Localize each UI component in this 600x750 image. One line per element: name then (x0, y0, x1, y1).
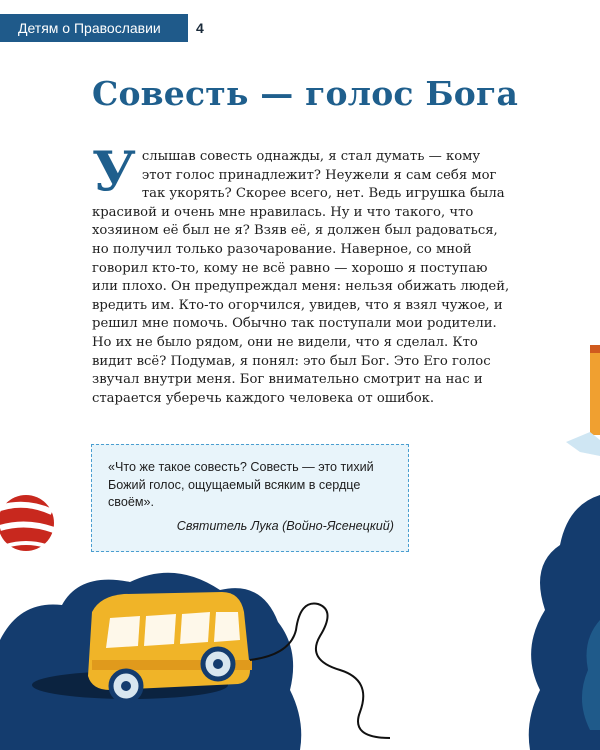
section-title: Детям о Православии (18, 20, 161, 36)
navy-cloud-shapes (0, 495, 600, 750)
quote-text: «Что же такое совесть? Совесть — это тихий Божий голос, ощущаемый всяким в сердце своём». (108, 460, 374, 509)
pencil-illustration (590, 345, 600, 435)
page-title: Совесть — голос Бога (92, 74, 519, 113)
drop-cap: У (92, 139, 136, 203)
ball-illustration (0, 495, 54, 551)
page-number: 4 (196, 20, 204, 36)
ribbon-illustration (566, 432, 600, 456)
quote-author: Святитель Лука (Войно-Ясенецкий) (176, 518, 394, 533)
article-body-text: слышав совесть однажды, я стал думать — кому этот голос принадлежит? Неужели я сам себя мог так укорять? Скорее всего, нет. Ведь игрушка была красивой и очень мне нравилась. Ну и что такого, что хозяином её был не я? Взяв её, я должен был радоваться, но получил только разочарование. Наверное, со мной говорил кто-то, кому не всё равно — хорошо я поступаю или плохо. Он предупреждал меня: нельзя обижать людей, вредить им. Кто-то огорчился, увидев, что я взял чужое, и решил мне помочь. Обычно так поступали мои родители. Но их не было рядом, они не видели, что я сделал. Кто видит всё? Подумав, я понял: это был Бог. Это Его голос звучал внутри меня. Бог внимательно смотрит на нас и старается уберечь каждого человека от ошибок. (92, 149, 510, 406)
